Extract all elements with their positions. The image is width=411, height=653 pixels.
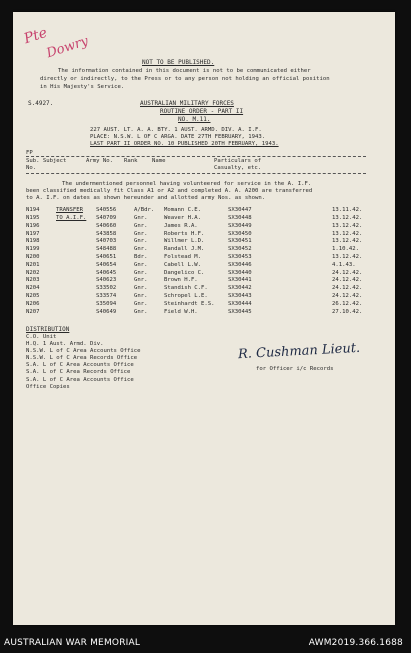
cell-name: Randall J.M.: [164, 246, 205, 253]
cell-sub: N195: [26, 215, 40, 222]
cell-sub: N199: [26, 246, 40, 253]
handwritten-note-1: Pte: [22, 24, 50, 48]
intro-line-2: been classified medically fit Class A1 or A2 and completed A. A. A200 are transferred: [26, 188, 313, 194]
distribution-heading: DISTRIBUTION: [26, 326, 70, 333]
cell-sub: N196: [26, 222, 40, 229]
cell-new-no: SX30443: [228, 293, 252, 300]
table-row: [26, 215, 372, 223]
table-row: [26, 223, 372, 231]
column-sub-no: No.: [26, 165, 37, 171]
cell-army: S40651: [96, 254, 117, 261]
cell-subject: [56, 269, 96, 277]
cell-name: Dangelico C.: [164, 269, 205, 276]
cell-army: S40660: [96, 222, 117, 229]
cell-name: Roberts H.F.: [164, 230, 205, 237]
cell-sub: N202: [26, 269, 40, 276]
intro-line-1: The undermentioned personnel having volunteered for service in the A. I.F.: [62, 181, 312, 187]
cell-name: Cabell L.W.: [164, 261, 202, 268]
cell-rank: Gnr.: [134, 285, 148, 292]
distribution-item: Office Copies: [26, 383, 70, 390]
cell-name: Field W.H.: [164, 308, 198, 315]
table-row: [26, 269, 372, 277]
cell-date: 13.12.42.: [332, 222, 363, 229]
org-number: NO. M.11.: [178, 116, 211, 123]
table-row: [26, 230, 372, 238]
cell-new-no: SX30450: [228, 230, 252, 237]
distribution-list: [26, 334, 141, 391]
table-row: [26, 262, 372, 270]
signature-title: for Officer i/c Records: [256, 366, 334, 372]
cell-subject: [56, 246, 96, 254]
distribution-item: N.S.W. L of C Area Accounts Office: [26, 348, 141, 355]
cell-subject: [56, 262, 96, 270]
cell-name: Schropel L.E.: [164, 293, 208, 300]
cell-sub: N207: [26, 308, 40, 315]
fp-marker: FP: [26, 150, 33, 156]
cell-date: 13.11.42.: [332, 207, 363, 214]
cell-subject: [56, 230, 96, 238]
column-rank: Rank: [124, 158, 138, 164]
table-row: [26, 301, 372, 309]
cell-rank: Gnr.: [134, 300, 148, 307]
cell-new-no: SX30452: [228, 246, 252, 253]
cell-rank: Gnr.: [134, 277, 148, 284]
cell-rank: Gnr.: [134, 215, 148, 222]
cell-date: 13.12.42.: [332, 254, 363, 261]
cell-new-no: SX30453: [228, 254, 252, 261]
cell-army: S48488: [96, 246, 117, 253]
cell-army: S33502: [96, 285, 117, 292]
cell-date: 24.12.42.: [332, 277, 363, 284]
org-place: PLACE: N.S.W. L OF C ARGA. DATE 27TH FEBRUARY, 1943.: [90, 134, 266, 140]
table-row: [26, 207, 372, 215]
cell-subject: [56, 277, 96, 285]
cell-army: S43858: [96, 230, 117, 237]
cell-date: 26.12.42.: [332, 300, 363, 307]
cell-sub: N204: [26, 285, 40, 292]
cell-subject: TO A.I.F.: [56, 215, 87, 222]
column-particulars: Particulars of: [214, 158, 262, 164]
cell-sub: N198: [26, 238, 40, 245]
table-row: [26, 308, 372, 316]
cell-new-no: SX30444: [228, 300, 252, 307]
cell-date: 24.12.42.: [332, 293, 363, 300]
table-row: [26, 277, 372, 285]
cell-sub: N197: [26, 230, 40, 237]
cell-name: Momann C.E.: [164, 207, 202, 214]
table-row: [26, 285, 372, 293]
table-row: [26, 238, 372, 246]
distribution-item: S.A. L of C Area Records Office: [26, 369, 131, 376]
cell-new-no: SX30451: [228, 238, 252, 245]
cell-sub: N203: [26, 277, 40, 284]
table-row: [26, 246, 372, 254]
cell-sub: N205: [26, 293, 40, 300]
org-order: ROUTINE ORDER - PART II: [160, 108, 244, 115]
notice-line-2: directly or indirectly, to the Press or to any person not holding an official position: [40, 76, 330, 82]
cell-new-no: SX30446: [228, 261, 252, 268]
header-rule-bottom: [26, 173, 366, 174]
cell-new-no: SX30449: [228, 222, 252, 229]
intro-line-3: to A. I.F. on dates as shown hereunder and allotted army Nos. as shown.: [26, 195, 266, 201]
cell-sub: N200: [26, 254, 40, 261]
distribution-item: S.A. L of C Area Accounts Office: [26, 362, 134, 369]
footer-accession-number: AWM2019.366.1688: [308, 638, 403, 648]
distribution-item: C.O. Unit: [26, 334, 57, 340]
cell-army: S40709: [96, 215, 117, 222]
column-army-no: Army No.: [86, 158, 113, 164]
cell-rank: Gnr.: [134, 261, 148, 268]
cell-army: S35094: [96, 300, 117, 307]
cell-army: S40649: [96, 308, 117, 315]
distribution-item: N.S.W. L of C Area Records Office: [26, 355, 138, 362]
cell-army: S40645: [96, 269, 117, 276]
cell-army: S40556: [96, 207, 117, 214]
cell-new-no: SX30447: [228, 207, 252, 214]
cell-subject: [56, 238, 96, 246]
distribution-item: H.Q. 1 Aust. Armd. Div.: [26, 341, 104, 348]
table-row: [26, 254, 372, 262]
cell-new-no: SX30445: [228, 308, 252, 315]
distribution-item: S.A. L of C Area Accounts Office: [26, 376, 134, 383]
notice-line-3: in His Majesty's Service.: [40, 84, 125, 90]
cell-sub: N206: [26, 300, 40, 307]
cell-new-no: SX30440: [228, 269, 252, 276]
cell-subject: TRANSFER: [56, 207, 83, 214]
cell-army: S40703: [96, 238, 117, 245]
cell-date: 24.12.42.: [332, 269, 363, 276]
cell-rank: Gnr.: [134, 293, 148, 300]
cell-rank: Gnr.: [134, 230, 148, 237]
cell-rank: Gnr.: [134, 308, 148, 315]
document-reference: S.4927.: [28, 100, 54, 107]
cell-army: S40623: [96, 277, 117, 284]
notice-heading: NOT TO BE PUBLISHED.: [142, 59, 215, 66]
column-name: Name: [152, 158, 166, 164]
cell-subject: [56, 223, 96, 231]
cell-date: 24.12.42.: [332, 285, 363, 292]
cell-rank: Gnr.: [134, 246, 148, 253]
cell-rank: A/Bdr.: [134, 207, 155, 214]
cell-subject: [56, 301, 96, 309]
footer-institution: AUSTRALIAN WAR MEMORIAL: [4, 638, 141, 648]
cell-date: 4.1.43.: [332, 261, 356, 268]
cell-subject: [56, 293, 96, 301]
org-last-order: LAST PART II ORDER NO. 10 PUBLISHED 20TH FEBRUARY, 1943.: [90, 141, 279, 147]
cell-subject: [56, 285, 96, 293]
notice-line-1: The information contained in this document is not to be communicated either: [58, 68, 311, 74]
cell-subject: [56, 254, 96, 262]
cell-rank: Gnr.: [134, 238, 148, 245]
cell-sub: N201: [26, 261, 40, 268]
column-sub-subject: Sub. Subject: [26, 158, 67, 164]
cell-date: 1.10.42.: [332, 246, 359, 253]
cell-date: 13.12.42.: [332, 215, 363, 222]
cell-name: Folstead M.: [164, 254, 202, 261]
cell-name: Brown H.F.: [164, 277, 198, 284]
cell-name: Steinhardt E.S.: [164, 300, 215, 307]
cell-army: S33574: [96, 293, 117, 300]
header-rule-top: [26, 156, 366, 157]
signature: R. Cushman Lieut.: [237, 340, 361, 363]
cell-army: S40654: [96, 261, 117, 268]
cell-date: 27.10.42.: [332, 308, 363, 315]
cell-sub: N194: [26, 207, 40, 214]
cell-name: James R.A.: [164, 222, 198, 229]
cell-name: Standish C.F.: [164, 285, 208, 292]
org-unit: 227 AUST. LT. A. A. BTY. 1 AUST. ARMD. DIV. A. I.F.: [90, 127, 262, 133]
org-force: AUSTRALIAN MILITARY FORCES: [140, 100, 234, 107]
cell-new-no: SX30448: [228, 215, 252, 222]
cell-rank: Gnr.: [134, 222, 148, 229]
cell-name: Weaver H.A.: [164, 215, 202, 222]
cell-name: Willmer L.D.: [164, 238, 205, 245]
handwritten-note-2: Dowry: [44, 33, 91, 62]
cell-subject: [56, 308, 96, 316]
column-casualty: Casualty, etc.: [214, 165, 262, 171]
cell-date: 13.12.42.: [332, 238, 363, 245]
table-row: [26, 293, 372, 301]
transfer-table: [26, 207, 372, 316]
cell-rank: Bdr.: [134, 254, 148, 261]
cell-date: 13.12.42.: [332, 230, 363, 237]
cell-new-no: SX30441: [228, 277, 252, 284]
cell-rank: Gnr.: [134, 269, 148, 276]
cell-new-no: SX30442: [228, 285, 252, 292]
